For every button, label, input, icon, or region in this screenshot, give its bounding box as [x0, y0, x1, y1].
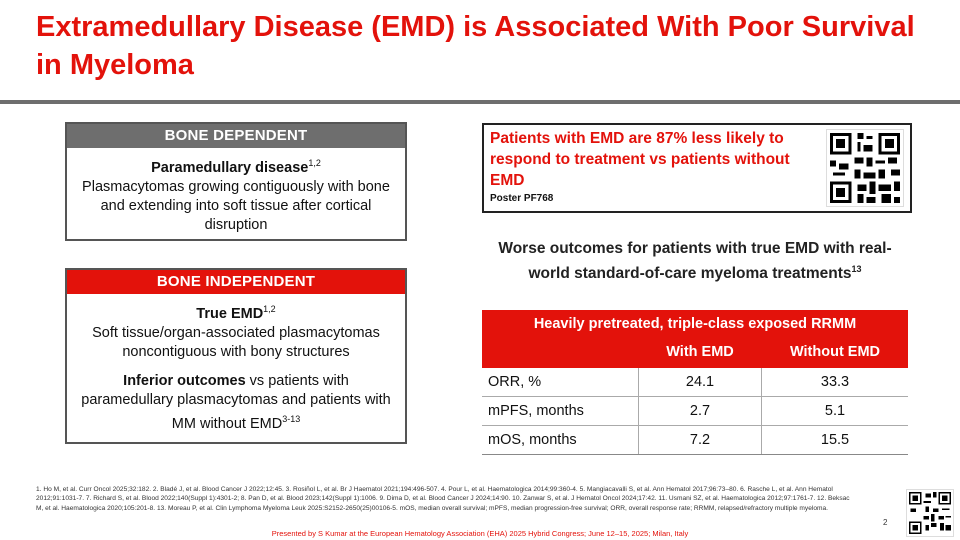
poster-callout	[482, 123, 912, 213]
inferior-outcomes-text	[67, 372, 405, 434]
table-row	[482, 397, 908, 426]
page-number: 2	[883, 518, 888, 527]
cell-with-emd: 24.1	[685, 374, 715, 390]
column-header-without-emd: Without EMD	[789, 344, 881, 360]
bone-dependent-body	[67, 148, 405, 235]
outcomes-table	[482, 310, 908, 455]
cell-with-emd: 2.7	[689, 403, 711, 419]
true-emd-description: Soft tissue/organ-associated plasmacytomas noncontiguous with bony structures	[92, 324, 380, 360]
table-row	[482, 426, 908, 455]
row-label: mPFS, months	[488, 403, 584, 419]
cell-without-emd: 33.3	[820, 374, 850, 390]
presentation-footer: Presented by S Kumar at the European Hematology Association (EHA) 2025 Hybrid Congress; June 12–15, 2025; Milan, Italy	[271, 529, 689, 538]
table-subtitle-text: Worse outcomes for patients with true EMD with real-world standard-of-care myeloma treatments	[498, 240, 892, 283]
references: 1. Ho M, et al. Curr Oncol 2025;32:182. 2. Bladé J, et al. Blood Cancer J 2022;12:45. 3. Rosiñol L, et al. Br J Haematol 2021;194:496-507. 4. Pour L, et al. Haematologica 2014;99:360-4. 5. Mangiacavalli S, et al. Ann Hematol 2017;96:73–80. 6. Rasche L, et al. Ann Hematol 2012;91:1031-7. 7. Richard S, et al. Blood 2022;140(Suppl 1):4301-2; 8. Pan D, et al. Blood 2023;142(Suppl 1):1006. 9. Dima D, et al. Blood Cancer J 2024;14:90. 10. Zanwar S, et al. J Hematol Oncol 2024;17:42. 11. Usmani SZ, et al. Haematologica 2012;97:1761-7. 12. Beksac M, et al. Haematologica 2020;105:201-8. 13. Moreau P, et al. Clin Lymphoma Myeloma Leuk 2025:S2152-2650(25)00106-5. mOS, median overall survival; mPFS, median progression-free survival; ORR, overall response rate; RRMM, relapsed/refractory multiple myeloma.	[36, 486, 850, 512]
slide-title: Extramedullary Disease (EMD) is Associated With Poor Survival in Myeloma	[36, 11, 915, 81]
paramedullary-ref: 1,2	[308, 158, 321, 168]
table-row	[482, 368, 908, 397]
row-label: ORR, %	[488, 374, 542, 390]
column-header-with-emd: With EMD	[666, 344, 734, 360]
cell-with-emd: 7.2	[689, 432, 711, 448]
cell-without-emd: 15.5	[820, 432, 850, 448]
bone-independent-box	[65, 268, 407, 444]
cell-without-emd: 5.1	[824, 403, 846, 419]
true-emd-subheading: True EMD	[196, 305, 264, 322]
inferior-outcomes-rest: vs patients with paramedullary plasmacytomas and patients with MM without EMD	[81, 372, 391, 432]
row-label: mOS, months	[488, 432, 577, 448]
column-divider	[638, 368, 639, 454]
table-header	[482, 310, 908, 368]
column-divider	[761, 368, 762, 454]
bone-dependent-box	[65, 122, 407, 241]
poster-label: Poster PF768	[490, 193, 554, 204]
title-divider	[0, 100, 960, 104]
bone-independent-heading: BONE INDEPENDENT	[67, 270, 405, 294]
table-subtitle-ref: 13	[851, 264, 862, 274]
true-emd-ref: 1,2	[263, 304, 276, 314]
callout-text: Patients with EMD are 87% less likely to respond to treatment vs patients without EMD	[490, 130, 790, 189]
bone-dependent-heading: BONE DEPENDENT	[67, 124, 405, 148]
table-group-header: Heavily pretreated, triple-class exposed RRMM	[533, 316, 857, 332]
qr-code-icon[interactable]	[826, 129, 904, 207]
table-subtitle	[482, 238, 908, 284]
bone-independent-body	[67, 294, 405, 434]
paramedullary-subheading: Paramedullary disease	[151, 159, 309, 176]
inferior-outcomes-ref: 3-13	[282, 413, 301, 424]
paramedullary-description: Plasmacytomas growing contiguously with bone and extending into soft tissue after cortical disruption	[82, 178, 390, 233]
inferior-outcomes-bold: Inferior outcomes	[123, 372, 246, 389]
